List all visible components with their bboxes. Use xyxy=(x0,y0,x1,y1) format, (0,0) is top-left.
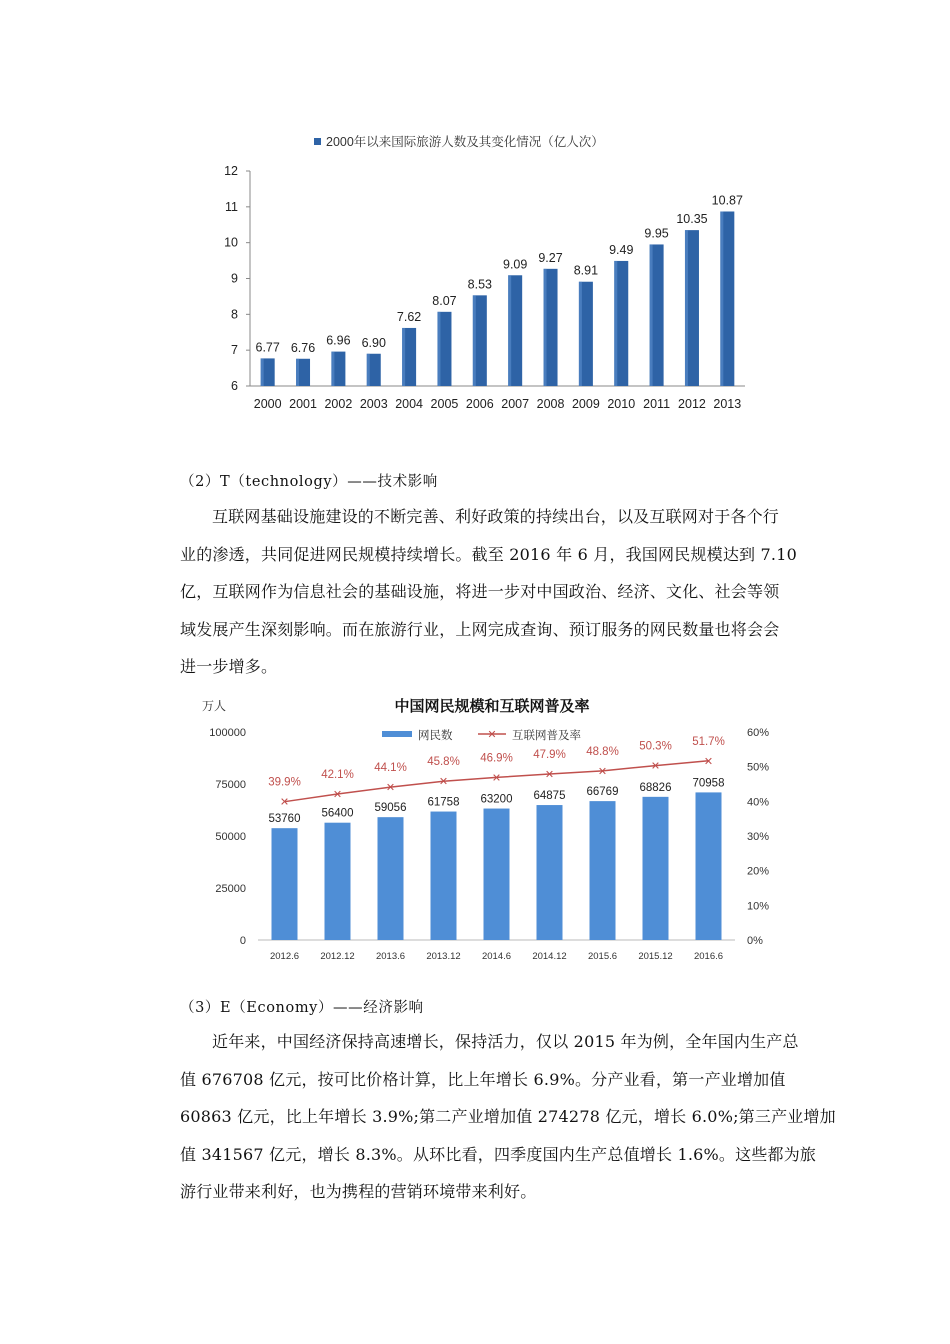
x-tick-label: 2009 xyxy=(571,397,600,411)
bar-data-label: 70958 xyxy=(692,777,725,790)
bar-data-label: 59056 xyxy=(374,802,407,815)
bar-highlight xyxy=(367,354,370,386)
x-tick-label: 2001 xyxy=(289,397,317,411)
rate-marker: ✕ xyxy=(279,796,290,809)
paragraph-line: 进一步增多。 xyxy=(180,657,278,676)
data-label: 6.96 xyxy=(326,333,351,348)
bar xyxy=(378,817,404,940)
bar-data-label: 61758 xyxy=(427,796,460,809)
bar-highlight xyxy=(261,358,264,386)
paragraph-line: 亿，互联网作为信息社会的基础设施，将进一步对中国政治、经济、文化、社会等领 xyxy=(180,582,780,601)
paragraph-line: 值 676708 亿元，按可比价格计算，比上年增长 6.9%。分产业看，第一产业增加值 xyxy=(180,1069,786,1089)
x-tick-label: 2013.12 xyxy=(426,951,461,962)
bar xyxy=(325,823,351,940)
rate-marker: ✕ xyxy=(544,768,555,781)
technology-paragraph xyxy=(180,498,805,686)
y-tick-label: 0 xyxy=(239,935,246,947)
x-tick-label: 2012 xyxy=(678,397,706,411)
rate-marker: ✕ xyxy=(332,789,343,802)
rate-data-label: 46.9% xyxy=(480,752,513,765)
y2-tick-label: 40% xyxy=(747,796,770,809)
bar-highlight xyxy=(579,282,582,386)
rate-data-label: 51.7% xyxy=(692,735,725,748)
international-tourism-chart xyxy=(200,125,760,425)
data-label: 9.95 xyxy=(644,226,669,241)
x-tick-label: 2000 xyxy=(253,397,282,411)
x-tick-label: 2005 xyxy=(430,397,459,411)
rate-data-label: 39.9% xyxy=(268,776,301,789)
bar-highlight xyxy=(650,244,653,386)
x-tick-label: 2013 xyxy=(713,397,742,411)
rate-marker: ✕ xyxy=(385,782,396,795)
data-label: 8.07 xyxy=(432,293,457,308)
paragraph-line: 游行业带来利好，也为携程的营销环境带来利好。 xyxy=(180,1182,537,1201)
y2-tick-label: 50% xyxy=(747,761,770,774)
bar-data-label: 64875 xyxy=(533,790,566,803)
bar xyxy=(431,812,457,940)
paragraph-line: 60863 亿元，比上年增长 3.9%;第二产业增加值 274278 亿元，增长 6.0%;第三产业增加 xyxy=(180,1107,836,1126)
bar xyxy=(696,792,722,940)
rate-data-label: 50.3% xyxy=(639,740,672,753)
y-tick-label: 12 xyxy=(224,164,238,178)
bar-highlight xyxy=(544,269,547,386)
bar xyxy=(484,809,510,940)
paragraph-line: 域发展产生深刻影响。而在旅游行业，上网完成查询、预订服务的网民数量也将会会 xyxy=(180,619,780,639)
bar-data-label: 53760 xyxy=(268,813,301,826)
x-tick-label: 2013.6 xyxy=(375,951,406,962)
data-label: 10.87 xyxy=(711,193,743,208)
rate-data-label: 45.8% xyxy=(427,756,460,769)
bar-highlight xyxy=(296,359,299,386)
x-tick-label: 2010 xyxy=(607,397,636,411)
data-label: 6.77 xyxy=(255,340,280,355)
rate-data-label: 48.8% xyxy=(586,745,619,758)
x-tick-label: 2015.6 xyxy=(587,951,618,962)
x-tick-label: 2007 xyxy=(501,397,530,411)
x-tick-label: 2015.12 xyxy=(638,951,673,962)
y2-tick-label: 10% xyxy=(747,900,770,913)
x-tick-label: 2014.6 xyxy=(481,951,512,962)
paragraph-line: 业的渗透，共同促进网民规模持续增长。截至 2016 年 6 月，我国网民规模达到 7.10 xyxy=(180,544,797,564)
bar xyxy=(537,805,563,940)
bar-highlight xyxy=(473,295,476,386)
x-tick-label: 2008 xyxy=(536,397,565,411)
y-tick-label: 25000 xyxy=(215,883,246,895)
legend-swatch-bars xyxy=(382,731,412,737)
x-tick-label: 2004 xyxy=(395,397,424,411)
international-tourism-chart-svg xyxy=(200,125,760,425)
rate-marker: ✕ xyxy=(438,776,449,789)
data-label: 6.76 xyxy=(290,340,316,355)
legend-label: 2000年以来国际旅游人数及其变化情况（亿人次） xyxy=(326,135,604,149)
y-tick-label: 8 xyxy=(231,307,238,322)
bar-highlight xyxy=(508,275,511,386)
y-tick-label: 9 xyxy=(231,271,238,286)
y-tick-label: 11 xyxy=(225,199,238,214)
y2-tick-label: 30% xyxy=(747,831,770,843)
data-label: 9.09 xyxy=(503,257,528,272)
rate-data-label: 47.9% xyxy=(533,748,566,761)
paragraph-line: 互联网基础设施建设的不断完善、利好政策的持续出台，以及互联网对于各个行 xyxy=(212,507,780,526)
paragraph-line: 近年来，中国经济保持高速增长，保持活力，仅以 2015 年为例，全年国内生产总 xyxy=(212,1032,799,1051)
paragraph-line: 值 341567 亿元，增长 8.3%。从环比看，四季度国内生产总值增长 1.6%。这些都为旅 xyxy=(180,1144,817,1164)
bar-data-label: 66769 xyxy=(586,786,619,799)
rate-marker: ✕ xyxy=(703,755,714,768)
x-tick-label: 2006 xyxy=(465,397,494,411)
bar-data-label: 56400 xyxy=(321,807,354,820)
y-tick-label: 50000 xyxy=(215,831,246,843)
section-heading-technology: （2）T（technology）——技术影响 xyxy=(180,474,438,490)
bar-highlight xyxy=(720,211,723,386)
x-tick-label: 2003 xyxy=(359,397,388,411)
legend-label: 互联网普及率 xyxy=(512,730,581,742)
legend-swatch xyxy=(314,138,321,145)
bar-highlight xyxy=(437,312,440,386)
x-tick-label: 2002 xyxy=(324,397,353,411)
section-heading-economy: （3）E（Economy）——经济影响 xyxy=(180,1000,424,1016)
y-tick-label: 10 xyxy=(224,235,238,250)
rate-data-label: 44.1% xyxy=(374,762,407,775)
netizen-scale-chart xyxy=(170,690,790,980)
x-tick-label: 2011 xyxy=(643,397,671,411)
bar-highlight xyxy=(685,230,688,386)
y-tick-label: 100000 xyxy=(209,727,246,739)
bar-data-label: 68826 xyxy=(639,781,672,794)
x-tick-label: 2016.6 xyxy=(693,951,724,962)
data-label: 9.27 xyxy=(538,250,563,265)
netizen-scale-chart-svg xyxy=(170,690,790,980)
rate-data-label: 42.1% xyxy=(321,769,354,782)
data-label: 8.91 xyxy=(573,263,599,278)
economy-paragraph xyxy=(180,1023,836,1211)
bar-highlight xyxy=(331,352,334,386)
y2-tick-label: 60% xyxy=(747,727,770,739)
y-axis-label: 万人 xyxy=(202,699,227,713)
bar-data-label: 63200 xyxy=(480,793,513,806)
legend-label: 网民数 xyxy=(418,730,453,742)
bar xyxy=(590,801,616,940)
x-tick-label: 2014.12 xyxy=(532,951,567,962)
data-label: 10.35 xyxy=(676,212,708,227)
bar-highlight xyxy=(614,261,617,386)
data-label: 8.53 xyxy=(467,277,492,292)
y2-tick-label: 0% xyxy=(747,935,763,947)
y-tick-label: 7 xyxy=(231,343,238,358)
bar xyxy=(272,828,298,940)
chart-title: 中国网民规模和互联网普及率 xyxy=(394,698,590,715)
rate-marker: ✕ xyxy=(491,772,502,785)
rate-marker: ✕ xyxy=(597,765,608,778)
data-label: 6.90 xyxy=(361,335,386,350)
y2-tick-label: 20% xyxy=(747,865,770,878)
bar xyxy=(643,797,669,940)
y-tick-label: 6 xyxy=(231,379,238,393)
x-tick-label: 2012.6 xyxy=(269,951,300,962)
bar-highlight xyxy=(402,328,405,386)
legend-marker: ✕ xyxy=(487,729,497,741)
data-label: 9.49 xyxy=(609,242,634,257)
y-tick-label: 75000 xyxy=(215,779,246,791)
rate-marker: ✕ xyxy=(650,760,661,773)
data-label: 7.62 xyxy=(396,309,422,324)
x-tick-label: 2012.12 xyxy=(320,951,355,962)
